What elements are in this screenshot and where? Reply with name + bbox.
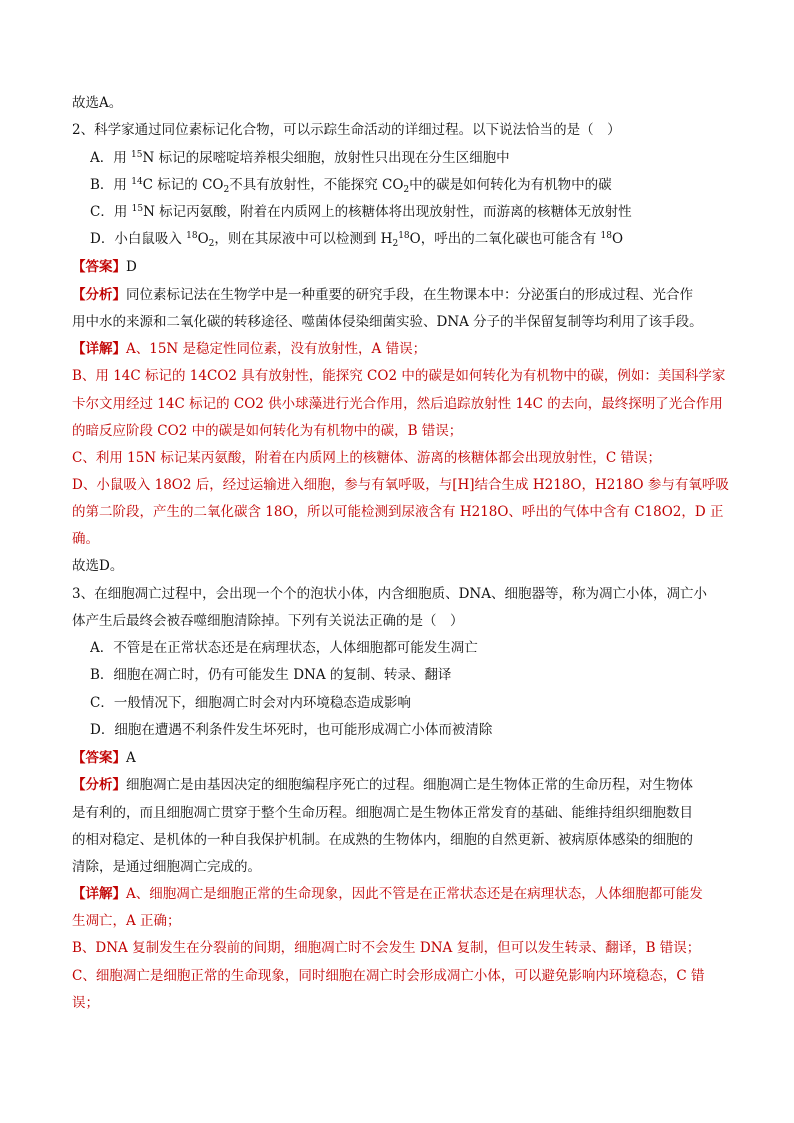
q2-option-b-sup: 14 [131, 177, 143, 187]
q2-option-b-text-2: C 标记的 CO [142, 177, 224, 193]
q3-answer [72, 748, 732, 768]
q2-option-a-text: A．用 [90, 150, 132, 166]
q2-detail-line: B、用 14C 标记的 14CO2 具有放射性，能探究 CO2 中的碳是如何转化为有机物中的碳，例如：美国科学家 [72, 368, 726, 384]
answer-tag: 【答案】 [72, 750, 126, 766]
answer-tag: 【答案】 [72, 259, 126, 275]
q2-option-a-text-2: N 标记的尿嘧啶培养根尖细胞，放射性只出现在分生区细胞中 [142, 150, 510, 166]
q2-option-d-text-3: ，则在其尿液中可以检测到 H [214, 231, 393, 247]
q2-analysis-line [72, 285, 732, 305]
q3-detail-line: 生凋亡，A 正确； [72, 913, 181, 929]
q3-stem-line: 体产生后最终会被吞噬细胞清除掉。下列有关说法正确的是（ ） [72, 613, 464, 629]
q2-detail-line: 的暗反应阶段 CO2 中的碳是如何转化为有机物中的碳，B 错误； [72, 423, 463, 439]
q2-detail-line: C、利用 15N 标记某丙氨酸，附着在内质网上的核糖体、游离的核糖体都会出现放射性，C 错误； [72, 450, 662, 466]
q2-option-d-sup-2: 18 [398, 231, 410, 241]
answer-value: A [126, 750, 136, 766]
q2-analysis-line: 用中水的来源和二氧化碳的转移途径、噬菌体侵染细菌实验、DNA 分子的半保留复制等均利用了该手段。 [72, 314, 703, 330]
q2-option-d-sub-2: 2 [392, 239, 399, 249]
detail-text: A、15N 是稳定性同位素，没有放射性，A 错误； [126, 341, 427, 357]
q3-detail-line: B、DNA 复制发生在分裂前的间期，细胞凋亡时不会发生 DNA 复制，但可以发生转录、翻译，B 错误； [72, 940, 701, 956]
q2-detail-line: 卡尔文用经过 14C 标记的 CO2 供小球藻进行光合作用，然后追踪放射性 14C 的去向，最终探明了光合作用 [72, 396, 723, 412]
q2-stem: 2、科学家通过同位素标记化合物，可以示踪生命活动的详细过程。以下说法恰当的是（ ） [72, 122, 621, 138]
q2-option-d-sup: 18 [186, 231, 198, 241]
q2-answer [72, 257, 732, 277]
q3-detail-line [72, 884, 732, 904]
q3-detail-line: 误； [72, 995, 99, 1011]
q3-analysis-line: 是有利的，而且细胞凋亡贯穿于整个生命历程。细胞凋亡是生物体正常发育的基础、能维持组织细胞数目 [72, 805, 693, 821]
q2-option-b [90, 175, 750, 195]
q3-option-a: A．不管是在正常状态还是在病理状态，人体细胞都可能发生凋亡 [90, 640, 478, 656]
q2-option-c-sup: 15 [131, 204, 144, 214]
q3-detail-line: C、细胞凋亡是细胞正常的生命现象，同时细胞在凋亡时会形成凋亡小体，可以避免影响内环境稳态，C 错 [72, 968, 705, 984]
detail-text: A、细胞凋亡是细胞正常的生命现象，因此不管是在正常状态还是在病理状态，人体细胞都可能发 [126, 886, 703, 902]
q2-detail-line: D、小鼠吸入 18O2 后，经过运输进入细胞，参与有氧呼吸，与[H]结合生成 H218O，H218O 参与有氧呼吸 [72, 477, 729, 493]
q2-option-d-sup-3: 18 [600, 231, 612, 241]
q2-option-c [90, 202, 750, 222]
q2-option-d-text-5: O [611, 231, 624, 247]
analysis-tag: 【分析】 [72, 777, 126, 793]
q3-analysis-line: 清除，是通过细胞凋亡完成的。 [72, 859, 261, 875]
analysis-tag: 【分析】 [72, 287, 126, 303]
detail-tag: 【详解】 [72, 341, 126, 357]
q3-analysis-line [72, 775, 732, 795]
q2-option-d-text: D．小白鼠吸入 [90, 231, 187, 247]
q2-option-b-text-4: 中的碳是如何转化为有机物中的碳 [409, 177, 612, 193]
q2-option-b-text: B．用 [90, 177, 132, 193]
q2-detail-line: 确。 [72, 531, 99, 547]
detail-tag: 【详解】 [72, 886, 126, 902]
q3-option-b: B．细胞在凋亡时，仍有可能发生 DNA 的复制、转录、翻译 [90, 667, 452, 683]
q2-option-d [90, 229, 750, 249]
q2-option-a-sup: 15 [131, 150, 143, 160]
q2-option-c-text: C．用 [90, 204, 132, 220]
q2-option-d-text-4: O，呼出的二氧化碳也可能含有 [409, 231, 601, 247]
q2-option-b-sub: 2 [223, 185, 230, 195]
q2-option-d-text-2: O [197, 231, 209, 247]
q2-detail-line: 的第二阶段，产生的二氧化碳含 18O，所以可能检测到尿液含有 H218O、呼出的气体中含有 C18O2，D 正 [72, 504, 724, 520]
q3-option-c: C．一般情况下，细胞凋亡时会对内环境稳态造成影响 [90, 695, 411, 711]
q3-stem-line: 3、在细胞凋亡过程中，会出现一个个的泡状小体，内含细胞质、DNA、细胞器等，称为凋亡小体，凋亡小 [72, 586, 707, 602]
q2-option-a [90, 148, 750, 168]
q2-option-d-sub: 2 [208, 239, 215, 249]
q2-option-c-text-2: N 标记丙氨酸，附着在内质网上的核糖体将出现放射性，而游离的核糖体无放射性 [143, 204, 632, 220]
q2-detail-line [72, 339, 732, 359]
q1-conclusion: 故选A。 [72, 95, 123, 111]
analysis-text: 同位素标记法在生物学中是一种重要的研究手段，在生物课本中：分泌蛋白的形成过程、光合作 [126, 287, 693, 303]
analysis-text: 细胞凋亡是由基因决定的细胞编程序死亡的过程。细胞凋亡是生物体正常的生命历程，对生物体 [126, 777, 693, 793]
q3-analysis-line: 的相对稳定、是机体的一种自我保护机制。在成熟的生物体内，细胞的自然更新、被病原体感染的细胞的 [72, 832, 693, 848]
q3-option-d: D．细胞在遭遇不利条件发生坏死时，也可能形成凋亡小体而被清除 [90, 722, 493, 738]
q2-conclusion: 故选D。 [72, 558, 124, 574]
q2-option-b-sub-2: 2 [403, 185, 410, 195]
answer-value: D [126, 259, 137, 275]
q2-option-b-text-3: 不具有放射性，不能探究 CO [229, 177, 404, 193]
